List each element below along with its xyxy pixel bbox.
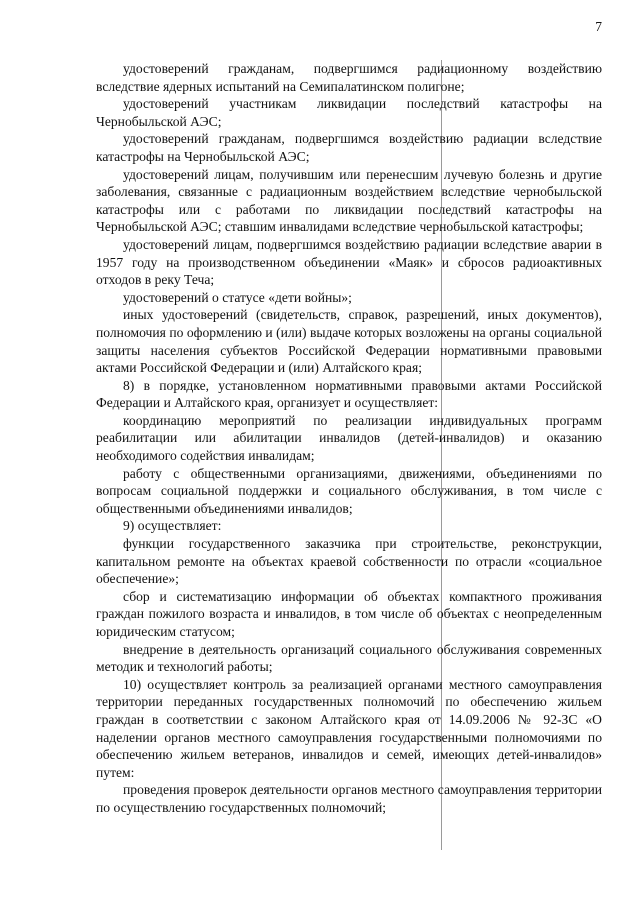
paragraph: удостоверений о статусе «дети войны»; <box>123 289 352 305</box>
paragraph: удостоверений лицам, подвергшимся воздействию радиации вследствие аварии в 1957 году на производственном объединении «Маяк» и сбросов радиоактивных отходов в реку Теча; <box>96 236 602 288</box>
paragraph: работу с общественными организациями, движениями, объединениями по вопросам социальной поддержки и социального обслуживания, в том числе с общественными объединениями инвалидов; <box>96 465 602 516</box>
paragraph: иных удостоверений (свидетельств, справок, разрешений, иных документов), полномочия по оформлению и (или) выдаче которых возложены на органы социальной защиты населения субъектов Российской Федерации нормативными правовыми актами Российской Федерации и (или) Алтайского края; <box>96 307 602 376</box>
paragraph: координацию мероприятий по реализации индивидуальных программ реабилитации или абилитации инвалидов (детей-инвалидов) и оказанию необходимого содействия инвалидам; <box>96 412 602 464</box>
paragraph: проведения проверок деятельности органов местного самоуправления территории по осуществлению государственных полномочий; <box>96 782 602 815</box>
document-body <box>96 60 602 817</box>
paragraph: 8) в порядке, установленном нормативными правовыми актами Российской Федерации и Алтайского края, организует и осуществляет: <box>96 377 602 411</box>
page-number: 7 <box>595 19 602 34</box>
paragraph: удостоверений лицам, получившим или перенесшим лучевую болезнь и другие заболевания, связанные с радиационным воздействием вследствие чернобыльской катастрофы или с работами по ликвидации последствий катастрофы на Чернобыльской АЭС; ставшим инвалидами вследствие чернобыльской катастрофы; <box>96 166 602 235</box>
paragraph: сбор и систематизацию информации об объектах компактного проживания граждан пожилого возраста и инвалидов, в том числе об объектах с неопределенным юридическим статусом; <box>96 588 602 639</box>
paragraph: удостоверений участникам ликвидации последствий катастрофы на Чернобыльской АЭС; <box>96 96 602 129</box>
paragraph: внедрение в деятельность организаций социального обслуживания современных методик и технологий работы; <box>96 641 602 675</box>
paragraph: удостоверений гражданам, подвергшимся воздействию радиации вследствие катастрофы на Чернобыльской АЭС; <box>96 131 602 164</box>
paragraph: 10) осуществляет контроль за реализацией органами местного самоуправления территории переданных государственных полномочий по обеспечению жильем граждан в соответствии с законом Алтайского края от 14.09.2006 № 92-ЗС «О наделении органов местного самоуправления государственными полномочиями по обеспечению жильем ветеранов, инвалидов и семей, имеющих детей-инвалидов» путем: <box>96 676 602 780</box>
paragraph: функции государственного заказчика при строительстве, реконструкции, капитальном ремонте на объектах краевой собственности по отрасли «социальное обеспечение»; <box>96 536 602 587</box>
paragraph: удостоверений гражданам, подвергшимся радиационному воздействию вследствие ядерных испытаний на Семипалатинском полигоне; <box>96 61 602 94</box>
paragraph: 9) осуществляет: <box>123 518 222 534</box>
